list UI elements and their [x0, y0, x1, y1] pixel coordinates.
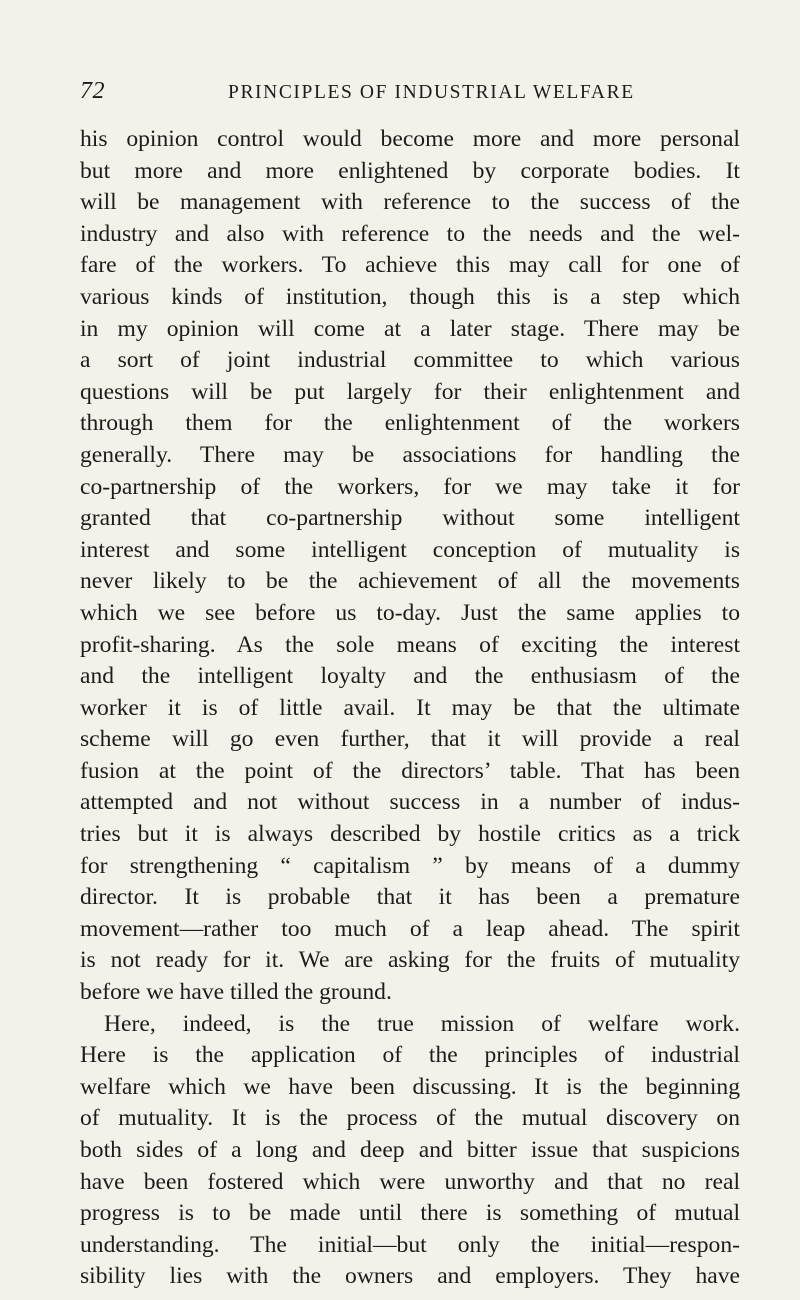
text-line: Here is the application of the principles of industrial — [80, 1042, 740, 1069]
text-line: is not ready for it. We are asking for the fruits of mutuality — [80, 947, 740, 974]
text-line: will be management with reference to the success of the — [80, 189, 740, 216]
paragraph-1 — [80, 124, 740, 1009]
text-line: attempted and not without success in a number of indus- — [80, 789, 740, 816]
running-title: PRINCIPLES OF INDUSTRIAL WELFARE — [228, 82, 635, 103]
text-line: in my opinion will come at a later stage. There may be — [80, 315, 740, 342]
text-line: but more and more enlightened by corporate bodies. It — [80, 157, 740, 184]
text-line: questions will be put largely for their enlightenment and — [80, 378, 740, 405]
text-line: worker it is of little avail. It may be that the ultimate — [80, 694, 740, 721]
text-line: his opinion control would become more and more personal — [80, 126, 740, 152]
body-text — [80, 124, 740, 1293]
text-line: of mutuality. It is the process of the mutual discovery on — [80, 1105, 740, 1132]
text-line: fusion at the point of the directors’ table. That has been — [80, 757, 740, 784]
text-line: scheme will go even further, that it will provide a real — [80, 726, 740, 753]
text-line: fare of the workers. To achieve this may call for one of — [80, 252, 740, 279]
text-line: progress is to be made until there is something of mutual — [80, 1200, 740, 1227]
text-line: a sort of joint industrial committee to which various — [80, 347, 740, 374]
text-line: industry and also with reference to the needs and the wel- — [80, 220, 740, 247]
text-line: and the intelligent loyalty and the enthusiasm of the — [80, 663, 740, 690]
text-line: before we have tilled the ground. — [80, 979, 392, 1006]
text-line: sibility lies with the owners and employers. They have — [80, 1263, 740, 1290]
text-line: movement—rather too much of a leap ahead. The spirit — [80, 915, 740, 942]
text-line: interest and some intelligent conception of mutuality is — [80, 536, 740, 563]
text-line: for strengthening “ capitalism ” by means of a dummy — [80, 852, 740, 879]
text-line: have been fostered which were unworthy and that no real — [80, 1168, 740, 1195]
running-head — [80, 78, 740, 108]
text-line: both sides of a long and deep and bitter issue that suspicions — [80, 1137, 740, 1163]
text-line: profit-sharing. As the sole means of exciting the interest — [80, 631, 740, 658]
text-line: various kinds of institution, though this is a step which — [80, 283, 740, 310]
text-line: which we see before us to-day. Just the same applies to — [80, 599, 740, 626]
text-line: through them for the enlightenment of the workers — [80, 410, 740, 437]
text-line: never likely to be the achievement of all the movements — [80, 568, 740, 595]
text-line: director. It is probable that it has been a premature — [80, 884, 740, 911]
text-line: understanding. The initial—but only the initial—respon- — [80, 1231, 740, 1258]
page-number: 72 — [80, 78, 105, 104]
text-line: tries but it is always described by hostile critics as a trick — [80, 821, 740, 848]
paragraph-2 — [80, 1009, 740, 1293]
text-line: generally. There may be associations for handling the — [80, 441, 740, 468]
text-line: granted that co-partnership without some intelligent — [80, 505, 740, 532]
text-line: Here, indeed, is the true mission of welfare work. — [104, 1010, 740, 1037]
text-line: welfare which we have been discussing. It is the beginning — [80, 1073, 740, 1100]
text-line: co-partnership of the workers, for we may take it for — [80, 473, 740, 500]
